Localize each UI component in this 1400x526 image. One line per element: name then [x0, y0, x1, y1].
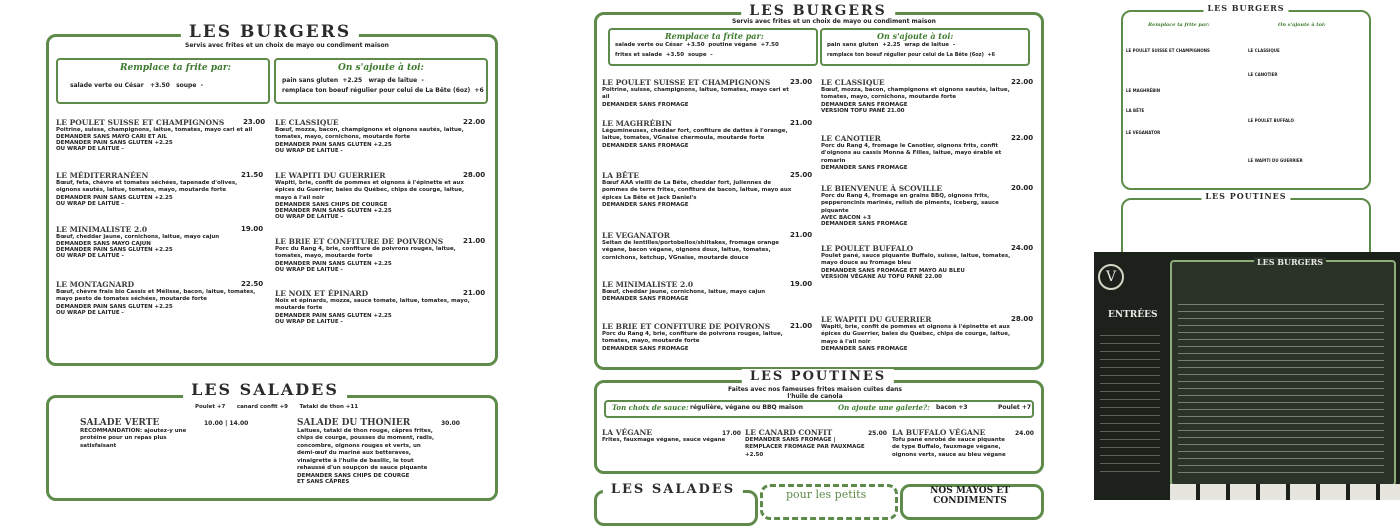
item-price: 22.00: [1011, 78, 1034, 86]
menu-item: LE BRIE ET CONFITURE DE POIVRONS Porc du Rang 4, brie, confiture de poivrons rouges, laitue, tomates, mayo, moutarde forte DEMANDER PAIN SANS GLUTEN +2.25 OU WRAP DE LAITUE -: [275, 237, 456, 273]
item-price: 19.00: [790, 280, 813, 288]
item-price: 22.00: [463, 118, 486, 126]
menu-item: LE MAGHRÉBIN Légumineuses, cheddar fort, confiture de dattes à l'orange, laitue, tomates, VGnaise chermoula, moutarde forte DEMANDER SANS FROMAGE: [602, 119, 788, 149]
item-price: 22.50: [241, 280, 264, 288]
item-price: 21.00: [790, 119, 813, 127]
thumb-replace-title: Remplace ta frite par:: [1148, 22, 1210, 28]
addon-box: [274, 58, 488, 104]
replace-fries-title: Remplace ta frite par:: [665, 31, 764, 41]
menu-photo-center: [590, 0, 1046, 506]
sauce-label: Ton choix de sauce:: [612, 403, 689, 412]
menu-item: LE BIENVENUE À SCOVILLE Porc du Rang 4, fromage en grains BBQ, oignons frits, pepperoncinis marinés, relish de piments, iceberg, sauce piquante AVEC BACON +3 DEMANDER SANS FROMAGE: [821, 184, 999, 228]
item-price: 28.00: [1011, 315, 1034, 323]
menu-item: LE POULET BUFFALO Poulet pané, sauce piquante Buffalo, suisse, laitue, tomates, mayo douce au fromage bleu DEMANDER SANS FROMAGE ET MAYO AU BLEU VERSION VÉGANE AU TOFU PANÉ 22.00: [821, 244, 1011, 280]
item-price: 21.00: [790, 322, 813, 330]
addon-row-2: remplace ton boeuf régulier pour celui de La Bête (6oz) +6: [282, 87, 484, 94]
replace-row: frites et salade +3.50 soupe -: [615, 52, 713, 58]
burgers-title: LES BURGERS: [741, 3, 895, 19]
thumb-item: LE POULET SUISSE ET CHAMPIGNONS: [1126, 48, 1210, 53]
addon-poulet: Poulet +7: [998, 404, 1032, 411]
thumb-item: LE CANOTIER: [1248, 72, 1278, 77]
thumb-item: LE WAPITI DU GUERRIER: [1248, 158, 1303, 163]
item-price: 21.50: [241, 171, 264, 179]
menu-item: LE MÉDITERRANÉEN Bœuf, feta, chèvre et tomates séchées, tapenade d'olives, oignons sautés, laitue, tomates, mayo, moutarde forte DEMANDER PAIN SANS GLUTEN +2.25 OU WRAP DE LAITUE -: [56, 171, 238, 207]
thumb-addon-title: On s'ajoute à toi:: [1278, 22, 1326, 28]
sauce-text: régulière, végane ou BBQ maison: [690, 404, 804, 411]
burgers-frame: [1121, 10, 1371, 190]
addon-label: On ajoute une galerie?:: [838, 403, 930, 412]
thumb-item: LE MAGHRÉBIN: [1126, 88, 1161, 93]
item-price: 25.00: [868, 430, 887, 437]
brand-logo: V: [1098, 264, 1124, 290]
board-tiles: [1170, 484, 1400, 500]
replace-fries-box: [608, 28, 818, 66]
menu-item: LE MINIMALISTE 2.0 Bœuf, cheddar jaune, cornichons, laitue, mayo cajun DEMANDER SANS MAYO CAJUN DEMANDER PAIN SANS GLUTEN +2.25 OU WRAP DE LAITUE -: [56, 225, 220, 260]
menu-thumbnail: [1118, 0, 1374, 250]
item-price: 24.00: [1015, 430, 1034, 437]
item-price: 20.00: [1011, 184, 1034, 192]
addon-row-2: remplace ton boeuf régulier pour celui de La Bête (6oz) +6: [827, 52, 996, 58]
addon-row-1: pain sans gluten +2.25 wrap de laitue -: [827, 42, 956, 48]
menu-item: SALADE VERTE RECOMMANDATION: ajoutez-y une protéine pour un repas plus satisfaisant: [80, 418, 187, 449]
item-price: 21.00: [463, 237, 486, 245]
menu-item: LE MONTAGNARD Bœuf, chèvre frais bio Cassis et Mélisse, bacon, laitue, tomates, mayo pesto de tomates séchées, moutarde forte DEMANDER PAIN SANS GLUTEN +2.25 OU WRAP DE LAITUE -: [56, 280, 256, 316]
menu-item: LE POULET SUISSE ET CHAMPIGNONS Poitrine, suisse, champignons, laitue, tomates, mayo cari et ail DEMANDER SANS FROMAGE: [602, 78, 789, 108]
addon-title: On s'ajoute à toi:: [877, 31, 954, 41]
item-price: 10.00 | 14.00: [204, 420, 249, 427]
menu-item: LE CLASSIQUE Bœuf, mozza, bacon, champignons et oignons sautés, laitue, tomates, mayo, cornichons, moutarde forte DEMANDER SANS FROMAGE VERSION TOFU PANÉ 21.00: [821, 78, 1010, 114]
board-title: LES BURGERS: [1254, 257, 1326, 267]
chalkboard-photo: [1094, 252, 1400, 500]
item-price: 21.00: [790, 231, 813, 239]
item-price: 23.00: [243, 118, 266, 126]
salades-extras: Poulet +7 canard confit +9 Tataki de thon +11: [195, 404, 359, 410]
petits-title: pour les petits: [786, 488, 867, 501]
mayos-title: NOS MAYOS ET CONDIMENTS: [930, 486, 1010, 506]
addon-title: On s'ajoute à toi:: [338, 63, 424, 73]
menu-item: LE NOIX ET ÉPINARD Noix et épinards, mozza, sauce tomate, laitue, tomates, mayo, moutarde forte DEMANDER PAIN SANS GLUTEN +2.25 OU WRAP DE LAITUE -: [275, 289, 470, 325]
salades-title: LES SALADES: [603, 482, 743, 497]
poutines-title: LES POUTINES: [742, 369, 894, 384]
salades-title: LES SALADES: [183, 380, 347, 399]
menu-item: SALADE DU THONIER Laitues, tataki de thon rouge, câpres frites, chips de courge, pousses du moment, radis, concombre, oignons rouges et verts, un demi-œuf du mariné aux betteraves, vinaigrette à l'huile de basilic, le tout rehaussé d'un soupçon de sauce piquante DEMANDER SANS CHIPS DE COURGE ET SANS CÂPRES: [297, 418, 435, 485]
thumb-item: LE VEGANATOR: [1126, 130, 1161, 135]
replace-row: salade verte ou César +3.50 soupe -: [70, 82, 204, 89]
item-price: 22.00: [1011, 134, 1034, 142]
board-left-lines: [1100, 328, 1160, 478]
item-price: 19.00: [241, 225, 264, 233]
burgers-title: LES BURGERS: [181, 22, 359, 42]
burgers-title: LES BURGERS: [1203, 3, 1288, 13]
addon-bacon: bacon +3: [936, 404, 968, 411]
burgers-subtitle: Servis avec frites et un choix de mayo ou condiment maison: [732, 18, 936, 25]
board-lines: [1178, 298, 1384, 473]
replace-row: salade verte ou César +3.50 poutine végane +7.50: [615, 42, 779, 48]
poutines-subtitle: Faites avec nos fameuses frites maison cuites dans l'huile de canola: [727, 386, 903, 400]
menu-item: LE CANARD CONFIT DEMANDER SANS FROMAGE | REMPLACER FROMAGE PAR FAUXMAGE +2.50: [745, 428, 865, 458]
sauce-box: [604, 400, 1034, 418]
addon-box: [820, 28, 1030, 66]
menu-item: LA VÉGANE Frites, fauxmage végane, sauce végane: [602, 428, 726, 443]
menu-item: LE VEGANATOR Seitan de lentilles/portobellos/shiitakes, fromage orange végane, bacon végane, oignons doux, laitue, tomates, cornichons, ketchup, VGnaise, moutarde douce: [602, 231, 780, 261]
menu-photo-left: [0, 0, 520, 500]
menu-item: LE CANOTIER Porc du Rang 4, fromage le Canotier, oignons frits, confit d'oignons au cassis Monna & Filles, laitue, mayo érable et romarin DEMANDER SANS FROMAGE: [821, 134, 1002, 172]
menu-item: LA BUFFALO VÉGANE Tofu pané enrobé de sauce piquante de type Buffalo, fauxmage végane, oignons verts, sauce au bleu végane: [892, 428, 1006, 458]
burgers-subtitle: Servis avec frites et un choix de mayo ou condiment maison: [185, 42, 389, 49]
menu-item: LE WAPITI DU GUERRIER Wapiti, brie, confit de pommes et oignons à l'épinette et aux épices du Guerrier, baies du Québec, chips de courge, laitue, mayo à l'ail noir DEMANDER SANS CHIPS DE COURGE DEMANDER PAIN SANS GLUTEN +2.25 OU WRAP DE LAITUE -: [275, 171, 465, 221]
menu-item: LE WAPITI DU GUERRIER Wapiti, brie, confit de pommes et oignons à l'épinette et aux épices du Guerrier, baies du Québec, chips de courge, laitue, mayo à l'ail noir DEMANDER SANS FROMAGE: [821, 315, 1011, 353]
item-price: 30.00: [441, 420, 460, 427]
item-price: 25.00: [790, 171, 813, 179]
entrees-title: ENTRÉES: [1108, 310, 1158, 320]
menu-item: LE BRIE ET CONFITURE DE POIVRONS Porc du Rang 4, brie, confiture de poivrons rouges, laitue, tomates, mayo, moutarde forte DEMANDER SANS FROMAGE: [602, 322, 783, 352]
item-price: 24.00: [1011, 244, 1034, 252]
poutines-title: LES POUTINES: [1201, 191, 1290, 201]
menu-item: LE MINIMALISTE 2.0 Bœuf, cheddar jaune, cornichons, laitue, mayo cajun DEMANDER SANS FROMAGE: [602, 280, 766, 303]
replace-fries-box: [56, 58, 270, 104]
addon-row-1: pain sans gluten +2.25 wrap de laitue -: [282, 77, 424, 84]
thumb-item: LE CLASSIQUE: [1248, 48, 1280, 53]
item-price: 21.00: [463, 289, 486, 297]
menu-item: LA BÊTE Bœuf AAA vieilli de La Bête, cheddar fort, juliennes de pommes de terre frites, confiture de bacon, laitue, mayo aux épices La Bête et Jack Daniel's DEMANDER SANS FROMAGE: [602, 171, 792, 209]
menu-item: LE CLASSIQUE Bœuf, mozza, bacon, champignons et oignons sautés, laitue, tomates, mayo, cornichons, moutarde forte DEMANDER PAIN SANS GLUTEN +2.25 OU WRAP DE LAITUE -: [275, 118, 464, 154]
menu-item: LE POULET SUISSE ET CHAMPIGNONS Poitrine, suisse, champignons, laitue, tomates, mayo cari et ail DEMANDER SANS MAYO CARI ET AIL DEMANDER PAIN SANS GLUTEN +2.25 OU WRAP DE LAITUE -: [56, 118, 253, 153]
replace-fries-title: Remplace ta frite par:: [120, 63, 231, 73]
item-price: 23.00: [790, 78, 813, 86]
item-price: 28.00: [463, 171, 486, 179]
item-price: 17.00: [722, 430, 741, 437]
thumb-item: LA BÊTE: [1126, 108, 1145, 113]
thumb-item: LE POULET BUFFALO: [1248, 118, 1294, 123]
